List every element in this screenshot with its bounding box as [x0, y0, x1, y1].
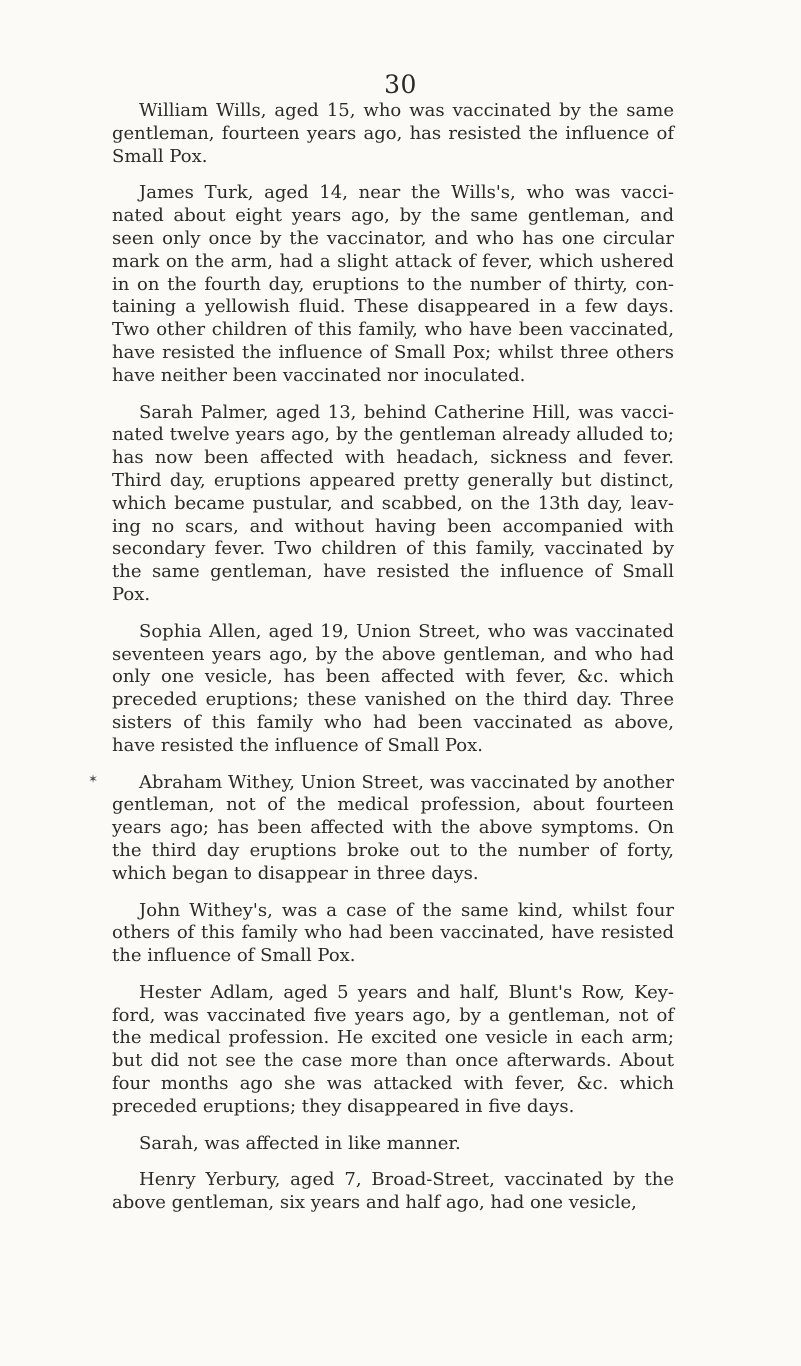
paragraph-john-withey: John Withey's, was a case of the same kind, whilst four others of this family who had been vaccinated, have resisted the influence of Small Pox.	[112, 899, 674, 967]
paragraph-james-turk: James Turk, aged 14, near the Wills's, who was vacci- nated about eight years ago, by the same gentleman, and seen only once by the vaccinator, and who has one circular mark on the arm, had a slight attack of fever, which ushered in on the fourth day, eruptions to the number of thirty, con- taining a yellowish fluid. These disappeared in a few days. Two other children of this family, who have been vaccinated, have resisted the influence of Small Pox; whilst three others have neither been vaccinated nor inoculated.	[112, 182, 674, 386]
paragraph-sophia-allen: Sophia Allen, aged 19, Union Street, who was vaccinated seventeen years ago, by the above gentleman, and who had only one vesicle, has been affected with fever, &c. which preceded eruptions; these vanished on the third day. Three sisters of this family who had been vaccinated as above, have resisted the influence of Small Pox.	[112, 620, 674, 756]
body-text	[112, 100, 674, 1215]
paragraph-henry-yerbury: Henry Yerbury, aged 7, Broad-Street, vaccinated by the above gentleman, six years and half ago, had one vesicle,	[112, 1169, 674, 1214]
paragraph-abraham-withey: Abraham Withey, Union Street, was vaccinated by another gentleman, not of the medical profession, about fourteen years ago; has been affected with the above symptoms. On the third day eruptions broke out to the number of forty, which began to disappear in three days.	[112, 771, 674, 884]
paragraph-sarah: Sarah, was affected in like manner.	[139, 1132, 461, 1154]
page-number: 30	[384, 70, 417, 99]
paragraph-hester-adlam: Hester Adlam, aged 5 years and half, Blunt's Row, Key- ford, was vaccinated five years ago, by a gentleman, not of the medical profession. He excited one vesicle in each arm; but did not see the case more than once afterwards. About four months ago she was attacked with fever, &c. which preceded eruptions; they disappeared in five days.	[112, 981, 674, 1117]
paragraph-william-wills: William Wills, aged 15, who was vaccinated by the same gentleman, fourteen years ago, has resisted the influence of Small Pox.	[112, 100, 674, 167]
ink-blot-mark: ✶	[88, 772, 99, 786]
paragraph-sarah-palmer: Sarah Palmer, aged 13, behind Catherine Hill, was vacci- nated twelve years ago, by the gentleman already alluded to; has now been affected with headach, sickness and fever. Third day, eruptions appeared pretty generally but distinct, which became pustular, and scabbed, on the 13th day, leav- ing no scars, and without having been accompanied with secondary fever. Two children of this family, vaccinated by the same gentleman, have resisted the influence of Small Pox.	[112, 401, 674, 605]
